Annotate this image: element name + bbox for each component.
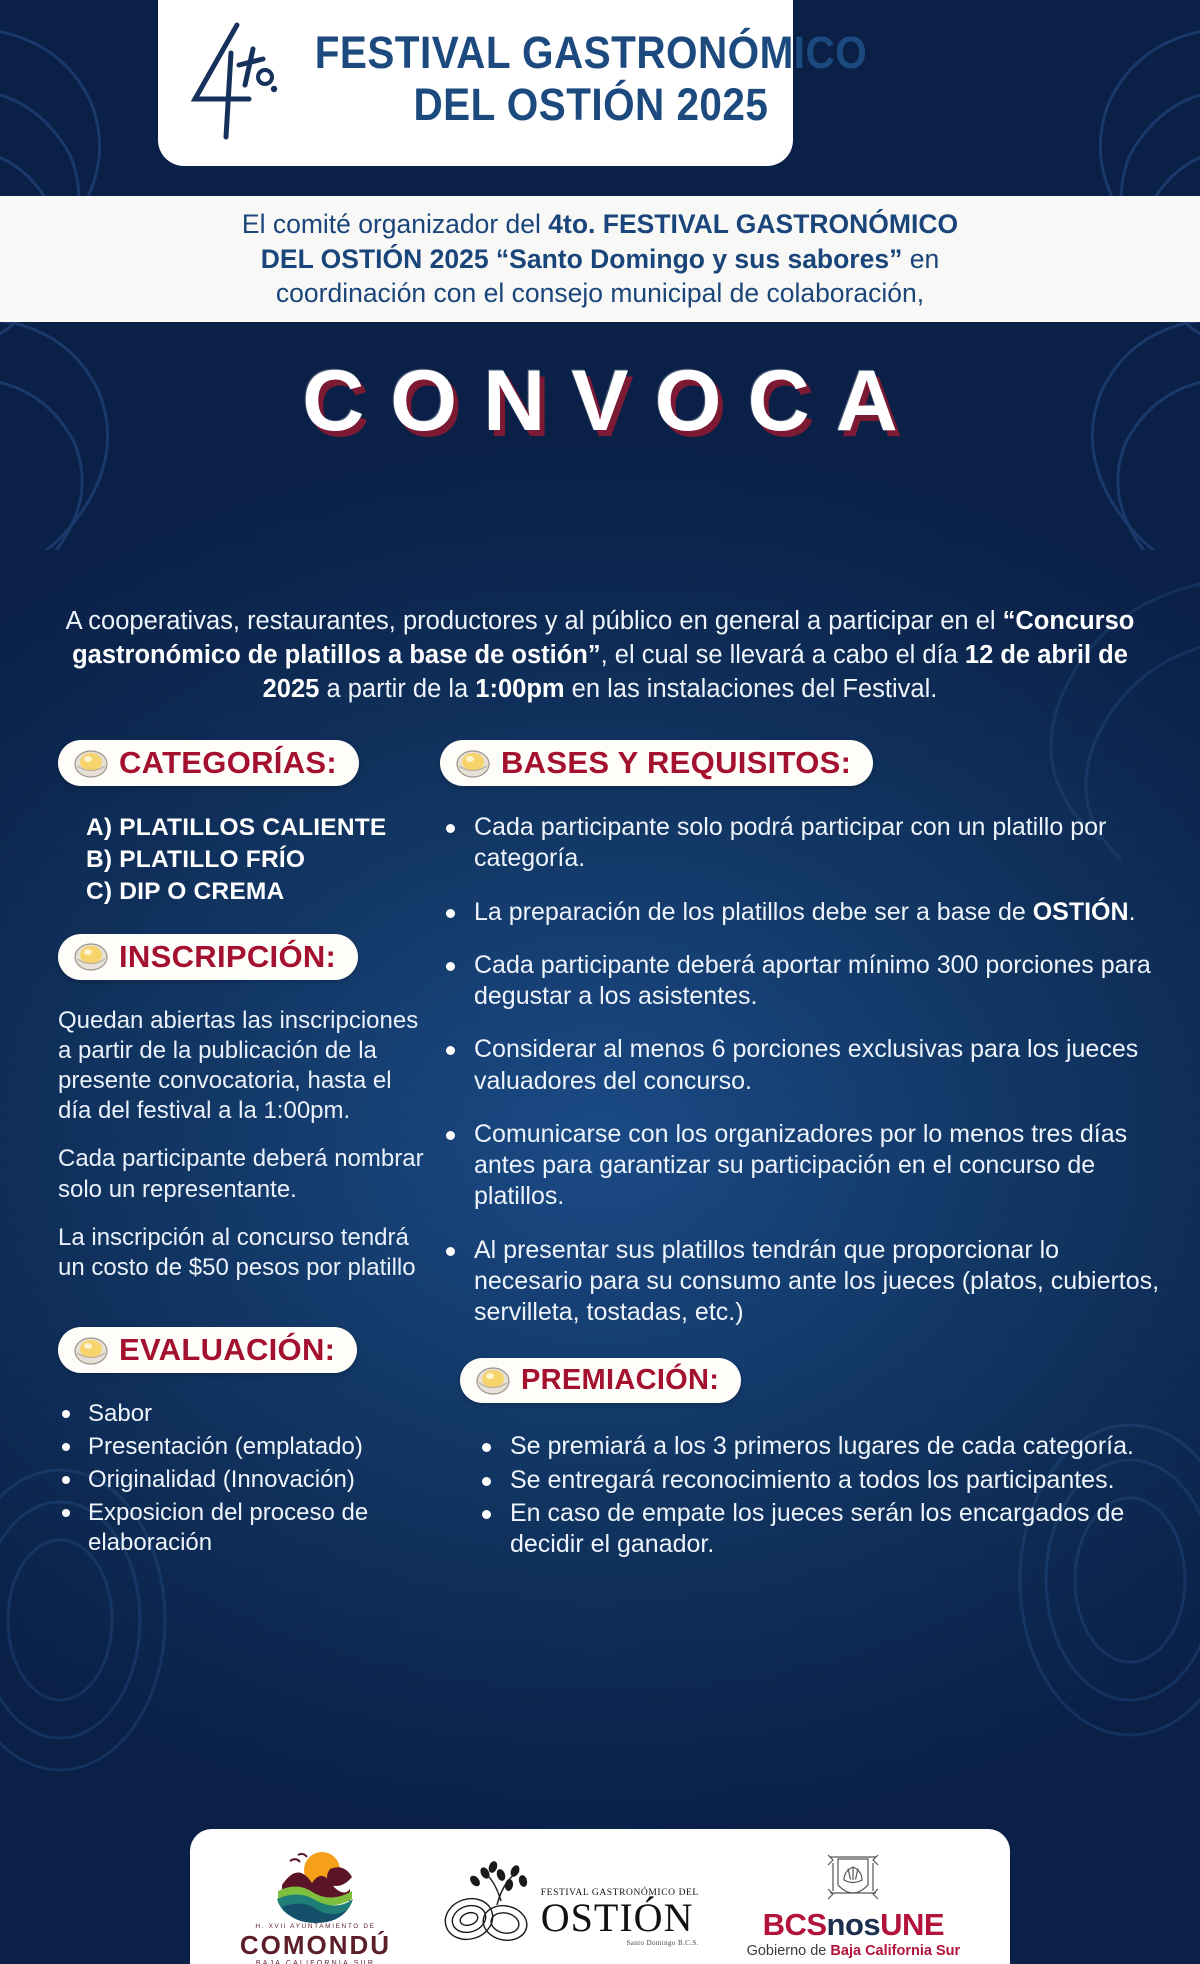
- spacer: [58, 908, 430, 934]
- premiacion-item: Se entregará reconocimiento a todos los participantes.: [476, 1465, 1160, 1496]
- title-line-2: DEL OSTIÓN 2025: [413, 78, 769, 130]
- lead-t3: a partir de la: [319, 675, 476, 704]
- evaluacion-list: [58, 1399, 430, 1558]
- bases-item: [440, 950, 1160, 1013]
- categoria-item: C) DIP O CREMA: [86, 877, 285, 905]
- comondu-subtitle: BAJA CALIFORNIA SUR: [255, 1959, 376, 1964]
- ostion-name: OSTIÓN: [540, 1894, 694, 1940]
- premiacion-item: En caso de empate los jueces serán los encargados de decidir el ganador.: [476, 1498, 1160, 1561]
- comondu-emblem-icon: [260, 1841, 370, 1923]
- oyster-icon: [456, 748, 490, 778]
- bcs-part3: UNE: [880, 1906, 945, 1942]
- badge-label: BASES Y REQUISITOS:: [501, 745, 852, 780]
- badge-premiacion: [460, 1358, 741, 1403]
- badge-categorias: [58, 740, 359, 786]
- logo-bcs-nos-une: [747, 1849, 961, 1959]
- evaluacion-item: Originalidad (Innovación): [58, 1465, 430, 1495]
- oyster-icon: [74, 748, 108, 778]
- bcs-part2: nos: [826, 1906, 881, 1942]
- intro-text-d: en: [902, 243, 940, 274]
- inscripcion-paragraph: La inscripción al concurso tendrá un costo de $50 pesos por platillo: [58, 1223, 416, 1282]
- intro-text-a: El comité organizador del: [241, 209, 549, 240]
- badge-label: INSCRIPCIÓN:: [119, 938, 337, 974]
- bases-item: [440, 1034, 1160, 1097]
- intro-text-b: 4to. FESTIVAL GASTRONÓMICO: [548, 209, 959, 240]
- bcs-wordmark: [762, 1906, 945, 1942]
- premiacion-list: [476, 1431, 1160, 1560]
- badge-inscripcion: [58, 934, 358, 980]
- bcs-sub-b: Baja California Sur: [830, 1942, 961, 1959]
- oyster-icon: [476, 1365, 510, 1395]
- lead-t1: A cooperativas, restaurantes, productores y al público en general a participar en el: [65, 607, 1003, 635]
- right-column: [430, 740, 1200, 1562]
- badge-label: CATEGORÍAS:: [119, 745, 337, 780]
- bcs-part1: BCS: [762, 1906, 827, 1942]
- comondu-top-text: H. XVII AYUNTAMIENTO DE: [255, 1922, 376, 1930]
- bases-item: [440, 897, 1160, 928]
- lead-b1: “Concurso gastronómico de platillos a base de ostión”: [72, 607, 1135, 670]
- footer-logos-card: [190, 1829, 1010, 1964]
- bases-item: [440, 1119, 1160, 1213]
- bases-item-text: Cada participante solo podrá participar con un platillo por categoría.: [474, 813, 1107, 873]
- left-column: [0, 740, 430, 1561]
- oyster-icon: [74, 941, 108, 971]
- oyster-icon: [74, 1335, 108, 1365]
- bcs-coat-of-arms-icon: [822, 1849, 884, 1909]
- categoria-item: A) PLATILLOS CALIENTE: [86, 814, 387, 841]
- lead-t4: en las instalaciones del Festival.: [564, 675, 938, 704]
- bases-item-text: Cada participante deberá aportar mínimo 300 porciones para degustar a los asistentes.: [474, 950, 1151, 1010]
- edition-4to-script-logo: [174, 13, 284, 143]
- lead-b3: 1:00pm: [475, 675, 565, 704]
- evaluacion-item: Sabor: [58, 1399, 430, 1429]
- bcs-subtitle: [747, 1943, 961, 1959]
- bcs-sub-a: Gobierno de: [746, 1942, 831, 1959]
- festival-title: [284, 26, 898, 130]
- bases-item: [440, 812, 1160, 875]
- bases-item-text: Al presentar sus platillos tendrán que proporcionar lo necesario para su consumo ante los jueces (platos, cubiertos, servilleta, tostadas, etc.): [474, 1235, 1160, 1326]
- inscripcion-paragraph: Quedan abiertas las inscripciones a partir de la publicación de la presente convocatoria, hasta el día del festival a la 1:00pm.: [58, 1006, 419, 1125]
- evaluacion-item: Presentación (emplatado): [58, 1432, 430, 1462]
- spacer: [58, 1283, 430, 1327]
- bases-item-strong: OSTIÓN: [1032, 897, 1129, 926]
- ostion-shell-illustration-icon: [439, 1861, 535, 1947]
- spacer: [440, 1350, 1160, 1358]
- bases-item: [440, 1235, 1160, 1329]
- badge-evaluacion: [58, 1327, 357, 1373]
- logo-comondu: [240, 1841, 391, 1964]
- evaluacion-item: Exposicion del proceso de elaboración: [58, 1498, 430, 1558]
- categorias-list: [86, 812, 430, 908]
- inscripcion-paragraph: Cada participante deberá nombrar solo un representante.: [58, 1145, 424, 1203]
- bases-item-text: Comunicarse con los organizadores por lo menos tres días antes para garantizar su participación en el concurso de platillos.: [474, 1119, 1128, 1211]
- lead-b2: 12 de abril de 2025: [262, 641, 1128, 704]
- header-card: [158, 0, 868, 166]
- bases-item-text: Considerar al menos 6 porciones exclusivas para los jueces valuadores del concurso.: [474, 1035, 1139, 1095]
- intro-paragraph: [80, 207, 1120, 310]
- logo-ostion: [439, 1861, 699, 1947]
- intro-text-c: DEL OSTIÓN 2025 “Santo Domingo y sus sabores”: [260, 243, 903, 274]
- ostion-top-text: FESTIVAL GASTRONÓMICO DEL: [540, 1887, 699, 1898]
- bases-item-text-end: .: [1128, 897, 1136, 926]
- premiacion-item: Se premiará a los 3 primeros lugares de cada categoría.: [476, 1431, 1160, 1462]
- lead-paragraph: [50, 604, 1150, 706]
- intro-band: [0, 196, 1200, 322]
- badge-label: PREMIACIÓN:: [521, 1363, 720, 1396]
- badge-bases-requisitos: [440, 740, 873, 786]
- header-band: [0, 0, 1200, 196]
- ostion-subtitle: Santo Domingo B.C.S.: [626, 1938, 699, 1947]
- content-columns: [0, 740, 1200, 1562]
- bases-item-text: La preparación de los platillos debe ser a base de: [474, 897, 1033, 926]
- convoca-heading: CONVOCA: [302, 353, 924, 449]
- title-line-1: FESTIVAL GASTRONÓMICO: [314, 26, 868, 78]
- intro-text-e: coordinación con el consejo municipal de colaboración,: [275, 278, 925, 309]
- badge-label: EVALUACIÓN:: [119, 1332, 336, 1368]
- comondu-name: COMONDÚ: [239, 1929, 392, 1960]
- categoria-item: B) PLATILLO FRÍO: [86, 845, 306, 873]
- lead-t2: , el cual se llevará a cabo el día: [600, 641, 965, 670]
- bases-list: [440, 812, 1160, 1328]
